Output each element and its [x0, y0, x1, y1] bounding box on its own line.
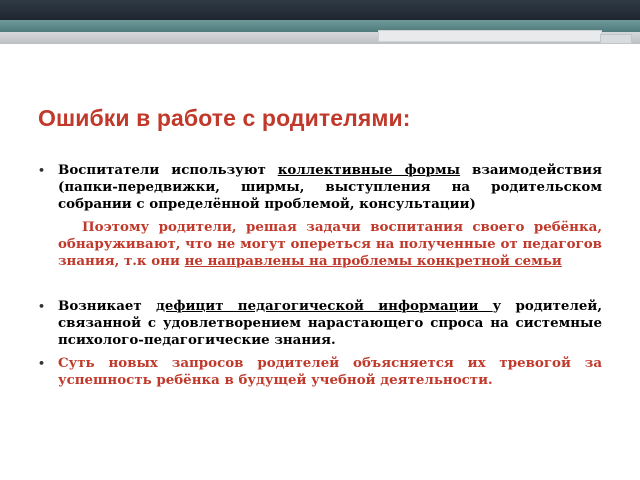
bullet-2-underlined: дефицит педагогической информации: [155, 298, 493, 314]
slide-body: [38, 162, 602, 389]
bullet-icon: •: [38, 357, 46, 370]
red-paragraph: [38, 219, 602, 270]
bullet-icon: •: [38, 164, 46, 177]
bullet-2-text-end: у родителей, связанной с удовлетворением нарастающего спроса на системные психолого-педагогические знания.: [58, 298, 603, 348]
top-dark-bar: [0, 0, 640, 20]
decorative-tab: [378, 30, 602, 42]
bullet-2-text-start: Возникает: [58, 298, 156, 314]
red-paragraph-underlined: не направлены на проблемы конкретной семьи: [184, 253, 562, 269]
bullet-1-text-end: взаимодействия (папки-передвижки, ширмы, выступления на родительском собрании с определённой проблемой, консультации): [58, 162, 602, 212]
bullet-1-text-start: Воспитатели используют: [58, 162, 278, 178]
bullet-1-underlined: коллективные формы: [277, 162, 461, 178]
bullet-icon: •: [38, 300, 46, 313]
bullet-item-1: [38, 162, 602, 213]
decorative-tab-small: [600, 34, 632, 44]
bullet-item-3: [38, 355, 602, 389]
slide-title: Ошибки в работе с родителями:: [38, 105, 411, 131]
bullet-3-text: Суть новых запросов родителей объясняется их тревогой за успешность ребёнка в будущей учебной деятельности.: [58, 355, 602, 388]
spacer: [38, 270, 602, 298]
red-paragraph-text: Поэтому родители, решая задачи воспитания своего ребёнка, обнаруживают, что не могут опереться на полученные от педагогов знания, т.к они: [58, 219, 602, 269]
bullet-item-2: [38, 298, 602, 349]
